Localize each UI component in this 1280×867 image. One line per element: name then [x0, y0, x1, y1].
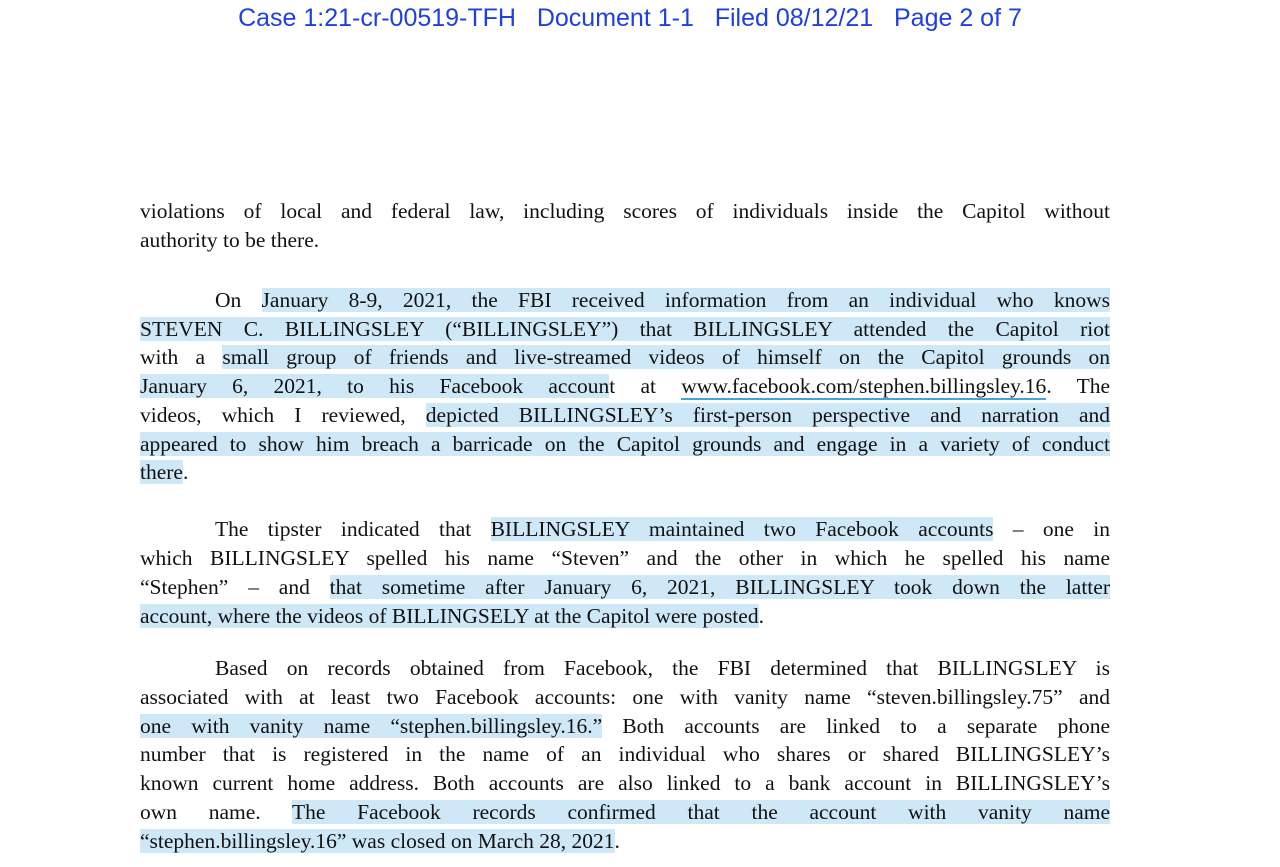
text-line [140, 197, 1110, 225]
text-line [140, 769, 1110, 797]
text-line [140, 430, 1110, 458]
highlighted-text: appeared to show him breach a barricade on the Capitol grounds and engage in a variety of conduct [140, 431, 1110, 456]
text-run: “Stephen” – and [140, 575, 330, 599]
text-line [140, 602, 1110, 630]
text-line [215, 515, 1110, 543]
text-run: The tipster indicated that [215, 517, 491, 541]
text-line [140, 573, 1110, 601]
text-line [140, 315, 1110, 343]
highlighted-text: that sometime after January 6, 2021, BILLINGSLEY took down the latter [329, 575, 1110, 599]
text-run: authority to be there. [140, 228, 320, 252]
text-run: . The [1046, 374, 1110, 399]
text-line [140, 544, 1110, 572]
text-line [140, 712, 1110, 740]
highlighted-text: small group of friends and live-streamed videos of himself on the Capitol grounds on [222, 345, 1110, 370]
text-line [140, 740, 1110, 768]
highlighted-text: “stephen.billingsley.16” was closed on March 28, 2021 [140, 828, 615, 853]
text-line [140, 343, 1110, 371]
text-line [215, 286, 1110, 314]
text-line [140, 798, 1110, 826]
text-line [140, 226, 1110, 254]
text-run: . [758, 604, 764, 628]
text-run: Both accounts are linked to a separate phone [602, 713, 1110, 738]
text-run: with a [140, 345, 223, 370]
highlighted-text: account, where the videos of BILLINGSELY at the Capitol were posted [140, 604, 759, 628]
highlighted-text: one with vanity name “stephen.billingsley.16.” [140, 713, 603, 738]
text-run: . [614, 828, 620, 853]
highlighted-text: The Facebook records confirmed that the account with vanity name [292, 800, 1110, 824]
highlighted-text: BILLINGSLEY maintained two Facebook accounts [490, 517, 994, 541]
highlighted-text: STEVEN C. BILLINGSLEY (“BILLINGSLEY”) that BILLINGSLEY attended the Capitol riot [140, 316, 1110, 341]
text-run: – one in [993, 517, 1110, 541]
text-line [140, 683, 1110, 711]
text-run: own name. [140, 800, 293, 824]
text-run: violations of local and federal law, including scores of individuals inside the Capitol without [140, 199, 1110, 223]
text-run: t at [609, 374, 682, 399]
facebook-url: www.facebook.com/stephen.billingsley.16 [681, 374, 1047, 399]
text-line [140, 401, 1110, 429]
text-line [140, 827, 1110, 855]
text-line [140, 458, 1110, 486]
text-run: associated with at least two Facebook accounts: one with vanity name “steven.billingsley.75” and [140, 684, 1110, 709]
text-run: number that is registered in the name of an individual who shares or shared BILLINGSLEY’s [140, 742, 1110, 767]
text-run: . [182, 460, 189, 485]
highlighted-text: January 8-9, 2021, the FBI received information from an individual who knows [261, 288, 1110, 312]
page-indicator: Page 2 of 7 [894, 4, 1022, 32]
text-run: Based on records obtained from Facebook, the FBI determined that BILLINGSLEY is [215, 656, 1110, 680]
highlighted-text: January 6, 2021, to his Facebook accoun [140, 374, 610, 399]
text-line [215, 654, 1110, 682]
filed-date: Filed 08/12/21 [714, 4, 874, 32]
case-header [0, 4, 1260, 33]
case-number: Case 1:21-cr-00519-TFH [238, 4, 516, 32]
document-number: Document 1-1 [536, 4, 694, 32]
text-run: videos, which I reviewed, [140, 402, 426, 427]
highlighted-text: there [140, 460, 183, 485]
highlighted-text: depicted BILLINGSLEY’s first-person perspective and narration and [425, 402, 1111, 427]
text-run: known current home address. Both accounts are also linked to a bank account in BILLINGSLEY’s [140, 771, 1110, 796]
text-run: which BILLINGSLEY spelled his name “Steven” and the other in which he spelled his name [140, 546, 1110, 570]
text-run: On [215, 288, 262, 312]
text-line [140, 372, 1110, 400]
